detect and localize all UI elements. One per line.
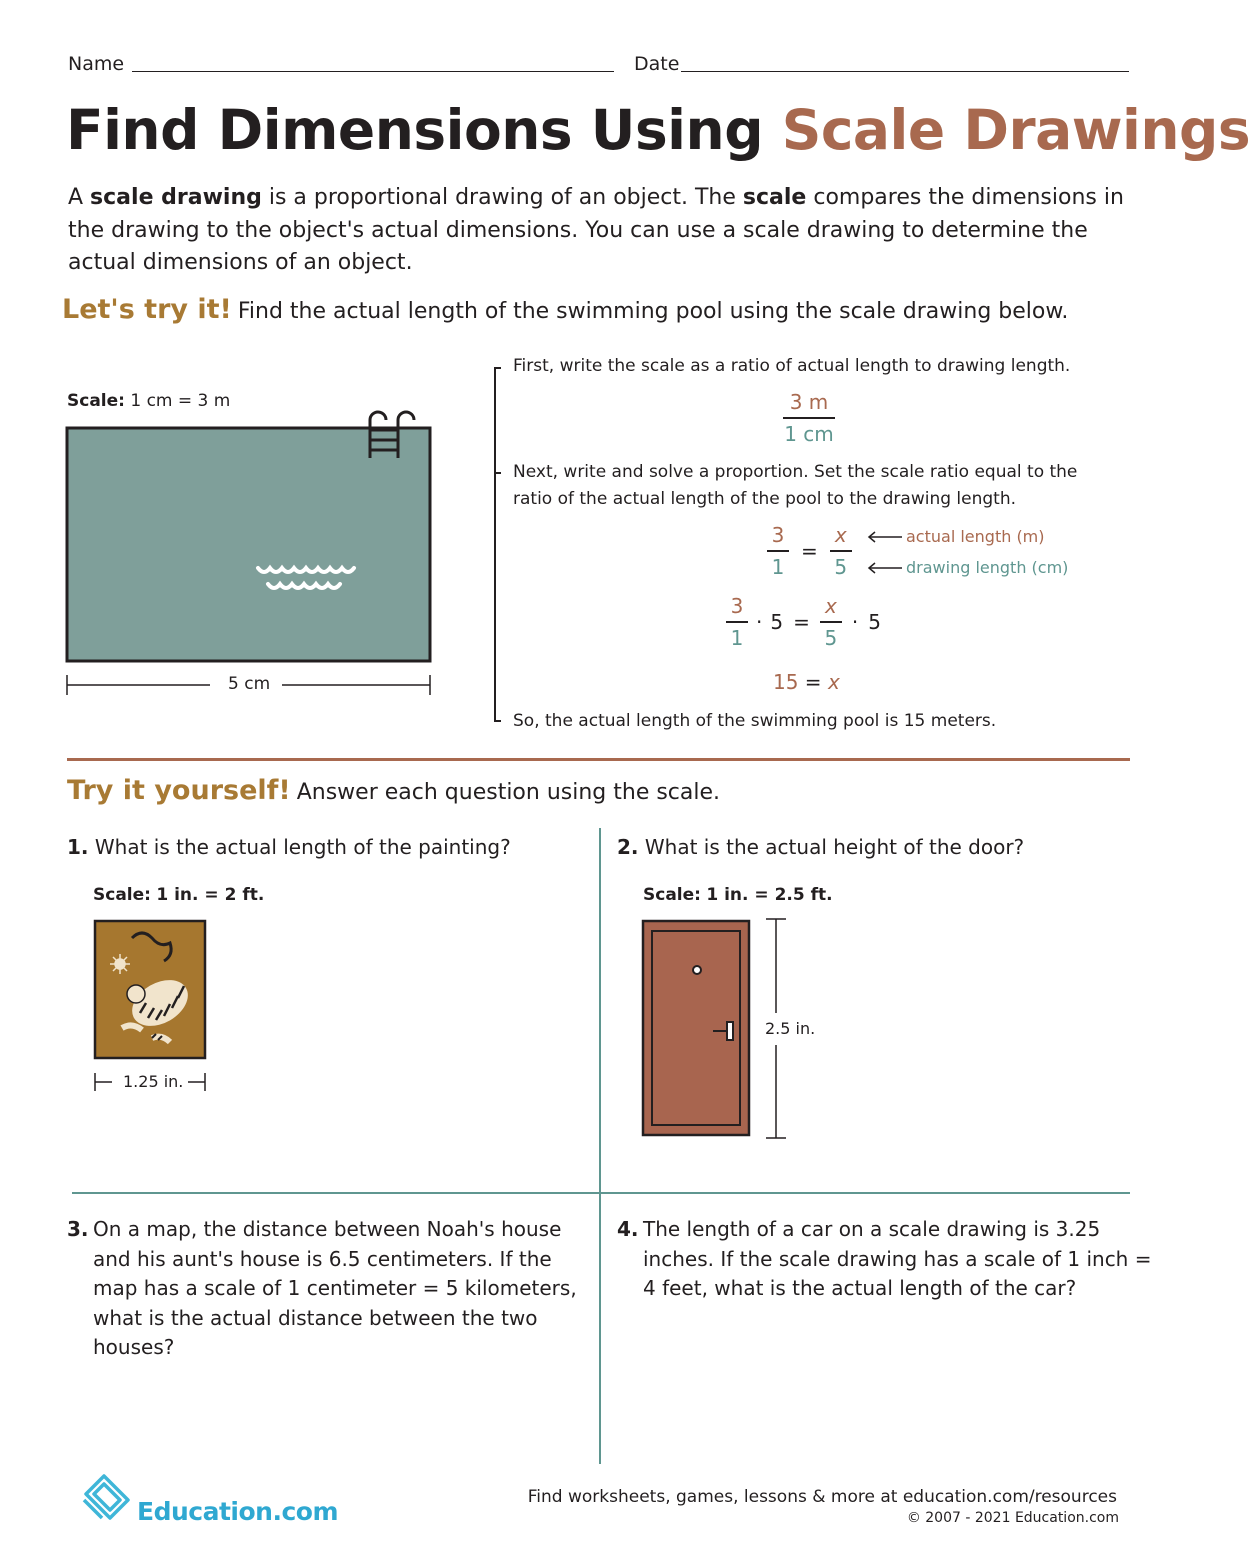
footer-tagline[interactable]: Find worksheets, games, lessons & more at education.com/resources (527, 1487, 1117, 1507)
name-label: Name (68, 53, 125, 75)
grid-vertical-line (599, 828, 601, 1464)
try-yourself-prompt: Answer each question using the scale. (296, 780, 721, 805)
footer-copyright: © 2007 - 2021 Education.com (906, 1510, 1119, 1526)
page-title (66, 98, 1250, 162)
try-yourself-heading: Try it yourself! Answer each question using the scale. (67, 775, 721, 806)
q2-scale: Scale: 1 in. = 2.5 ft. (643, 885, 833, 905)
question-4: 4. The length of a car on a scale drawing is 3.25 inches. If the scale drawing has a scale of 1 inch = 4 feet, what is the actual length of the car? (617, 1217, 1152, 1300)
door-height-label: 2.5 in. (765, 1019, 816, 1038)
proportion-equation: $\frac{3}{1}$ = $\frac{x}{5}$ (767, 523, 852, 579)
multiply-equation: $\frac{3}{1}$ · 5 = $\frac{x}{5}$ · 5 (726, 594, 881, 650)
education-logo-icon (80, 1470, 136, 1526)
grid-horizontal-line (72, 1192, 1130, 1194)
date-label: Date (634, 53, 680, 75)
annotation-drawing-length: drawing length (cm) (906, 558, 1069, 577)
pool-scale: Scale: 1 cm = 3 m (67, 391, 231, 411)
question-3: 3. On a map, the distance between Noah's house and his aunt's house is 6.5 centimeters. If the map has a scale of 1 centimeter = 5 kilometers, what is the actual distance between the two houses? (67, 1217, 577, 1359)
q1-scale: Scale: 1 in. = 2 ft. (93, 885, 265, 905)
pool-drawing (60, 400, 440, 700)
pool-width-label: 5 cm (228, 674, 271, 694)
painting-width-label: 1.25 in. (123, 1072, 184, 1091)
title-part1: Find Dimensions Using (66, 98, 782, 162)
step2-text: Next, write and solve a proportion. Set the scale ratio equal to the ratio of the actual length of the pool to the drawing length. (513, 462, 1078, 509)
date-field[interactable] (681, 71, 1129, 72)
peephole-icon (693, 966, 701, 974)
scale-ratio: $\frac{3 m}{1 cm}$ (784, 390, 834, 446)
sun-icon (110, 954, 130, 974)
conclusion-text: So, the actual length of the swimming pool is 15 meters. (513, 711, 997, 731)
question-1: 1. What is the actual length of the painting? (67, 835, 511, 859)
painting-drawing (92, 918, 210, 1094)
education-logo-text[interactable]: Education.com (137, 1497, 338, 1526)
step1-text: First, write the scale as a ratio of actual length to drawing length. (513, 356, 1071, 376)
name-field[interactable] (132, 71, 614, 72)
lets-try-heading: Let's try it! Find the actual length of the swimming pool using the scale drawing below. (62, 294, 1069, 325)
question-2: 2. What is the actual height of the door? (617, 835, 1025, 859)
section-divider (67, 758, 1130, 761)
result-equation: 15 = x (773, 670, 840, 694)
title-part2: Scale Drawings (781, 98, 1250, 162)
intro-paragraph: A scale drawing is a proportional drawing of an object. The scale compares the dimensions in the drawing to the object's actual dimensions. You can use a scale drawing to determine the actual dimensions of an object. (68, 185, 1124, 275)
pool-shape (67, 428, 430, 661)
lets-try-prompt: Find the actual length of the swimming pool using the scale drawing below. (237, 299, 1069, 324)
annotation-actual-length: actual length (m) (906, 527, 1045, 546)
annotation-arrows (866, 529, 906, 575)
steps-bracket (490, 360, 504, 730)
